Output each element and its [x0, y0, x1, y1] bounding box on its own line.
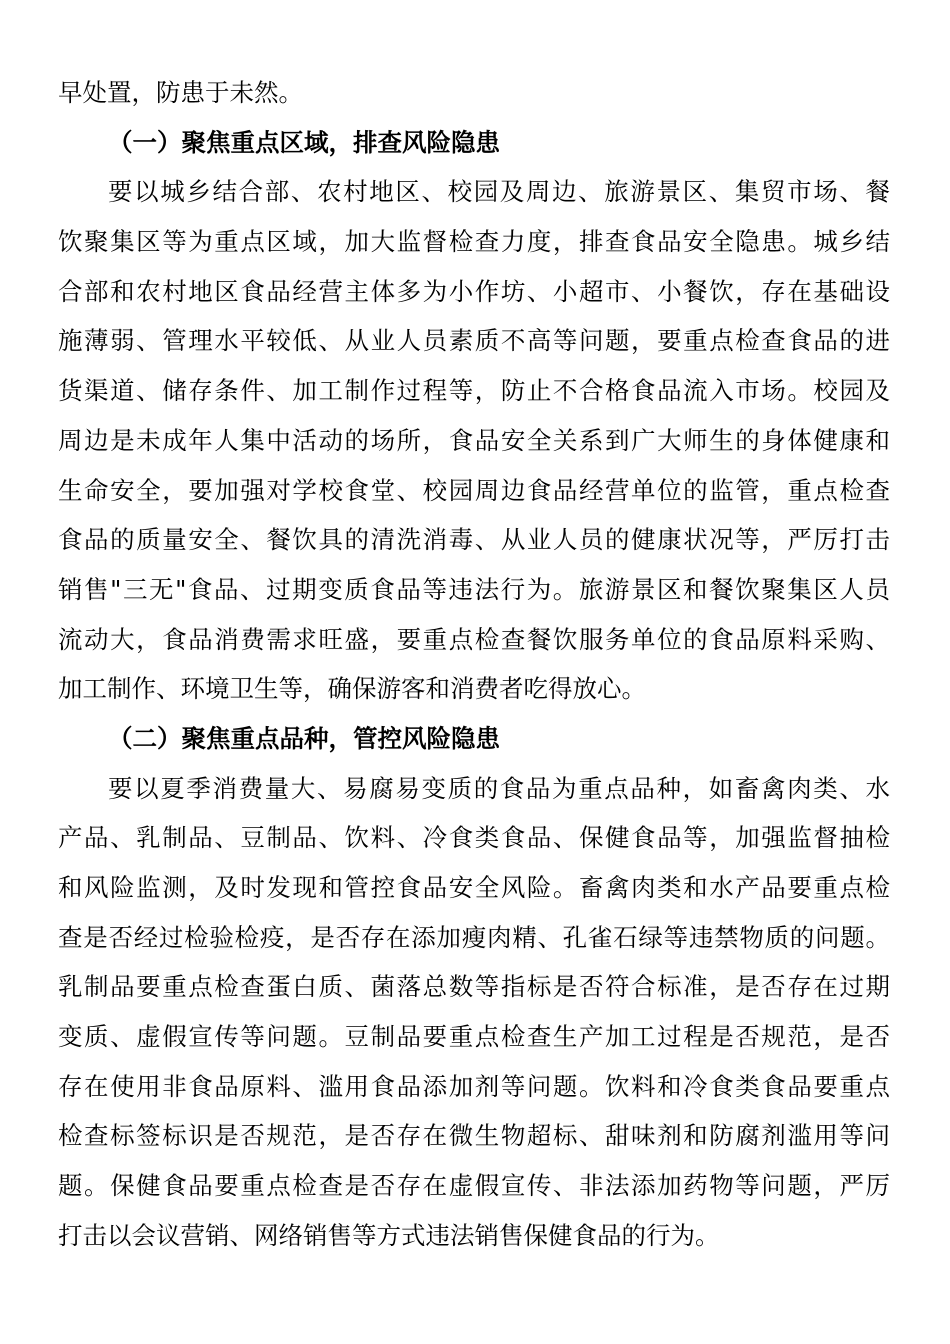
section-heading-1: （一）聚焦重点区域，排查风险隐患 — [108, 127, 500, 157]
paragraph-line: 存在使用非食品原料、滥用食品添加剂等问题。饮料和冷食类食品要重点 — [58, 1071, 890, 1101]
paragraph-line: 要以城乡结合部、农村地区、校园及周边、旅游景区、集贸市场、餐 — [108, 177, 890, 207]
paragraph-line: 和风险监测，及时发现和管控食品安全风险。畜禽肉类和水产品要重点检 — [58, 873, 890, 902]
paragraph-line: 早处置，防患于未然。 — [58, 78, 303, 107]
paragraph-line: 施薄弱、管理水平较低、从业人员素质不高等问题，要重点检查食品的进 — [58, 326, 890, 356]
paragraph-line: 乳制品要重点检查蛋白质、菌落总数等指标是否符合标准，是否存在过期 — [58, 972, 890, 1002]
paragraph-line: 生命安全，要加强对学校食堂、校园周边食品经营单位的监管，重点检查 — [58, 475, 890, 505]
paragraph-line: 变质、虚假宣传等问题。豆制品要重点检查生产加工过程是否规范，是否 — [58, 1022, 890, 1052]
paragraph-line: 货渠道、储存条件、加工制作过程等，防止不合格食品流入市场。校园及 — [58, 376, 890, 406]
paragraph-line: 销售"三无"食品、过期变质食品等违法行为。旅游景区和餐饮聚集区人员 — [58, 574, 890, 604]
paragraph-line: 打击以会议营销、网络销售等方式违法销售保健食品的行为。 — [58, 1220, 720, 1250]
paragraph-line: 产品、乳制品、豆制品、饮料、冷食类食品、保健食品等，加强监督抽检 — [58, 823, 890, 853]
paragraph-line: 查是否经过检验检疫，是否存在添加瘦肉精、孔雀石绿等违禁物质的问题。 — [58, 922, 890, 952]
document-body — [58, 68, 890, 1261]
paragraph-line: 题。保健食品要重点检查是否存在虚假宣传、非法添加药物等问题，严厉 — [58, 1171, 890, 1201]
paragraph-line: 饮聚集区等为重点区域，加大监督检查力度，排查食品安全隐患。城乡结 — [58, 227, 890, 257]
paragraph-line: 加工制作、环境卫生等，确保游客和消费者吃得放心。 — [58, 674, 646, 704]
paragraph-line: 周边是未成年人集中活动的场所，食品安全关系到广大师生的身体健康和 — [58, 425, 890, 455]
section-heading-2: （二）聚焦重点品种，管控风险隐患 — [108, 723, 500, 753]
paragraph-line: 要以夏季消费量大、易腐易变质的食品为重点品种，如畜禽肉类、水 — [108, 773, 890, 803]
paragraph-line: 流动大，食品消费需求旺盛，要重点检查餐饮服务单位的食品原料采购、 — [58, 624, 890, 654]
paragraph-line: 食品的质量安全、餐饮具的清洗消毒、从业人员的健康状况等，严厉打击 — [58, 525, 890, 555]
paragraph-line: 检查标签标识是否规范，是否存在微生物超标、甜味剂和防腐剂滥用等问 — [58, 1121, 890, 1151]
paragraph-line: 合部和农村地区食品经营主体多为小作坊、小超市、小餐饮，存在基础设 — [58, 276, 890, 306]
